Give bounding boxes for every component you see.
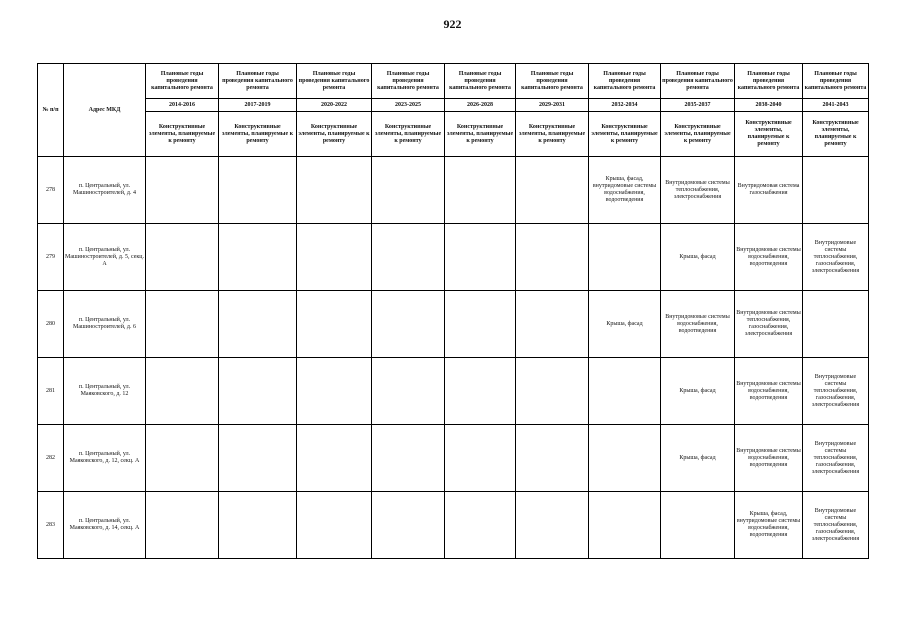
repair-cell: [803, 157, 869, 224]
elements-header: Конструктивные элементы, планируемые к ремонту: [589, 112, 661, 157]
repair-cell: [445, 291, 516, 358]
elements-header: Конструктивные элементы, планируемые к ремонту: [516, 112, 589, 157]
repair-cell: [445, 157, 516, 224]
repair-cell: Внутридомовые системы теплоснабжения, газоснабжения, электроснабжения: [803, 425, 869, 492]
period-header: Плановые годы проведения капитального ремонта: [372, 64, 445, 99]
row-address: п. Центральный, ул. Маяковского, д. 12: [64, 358, 146, 425]
repair-cell: [516, 425, 589, 492]
year-range-header: 2023-2025: [372, 99, 445, 112]
row-number: 279: [38, 224, 64, 291]
repair-cell: [146, 358, 219, 425]
repair-cell: Крыша, фасад: [661, 358, 735, 425]
repair-cell: [372, 291, 445, 358]
period-header: Плановые годы проведения капитального ремонта: [516, 64, 589, 99]
repair-cell: [589, 425, 661, 492]
repair-cell: [445, 358, 516, 425]
repair-cell: Внутридомовые системы теплоснабжения, газоснабжения, электроснабжения: [803, 224, 869, 291]
table-row: [38, 492, 869, 559]
period-header: Плановые годы проведения капитального ремонта: [661, 64, 735, 99]
elements-header: Конструктивные элементы, планируемые к ремонту: [372, 112, 445, 157]
repair-cell: [297, 291, 372, 358]
repair-cell: [445, 425, 516, 492]
repair-cell: Крыша, фасад: [589, 291, 661, 358]
elements-header: Конструктивные элементы, планируемые к ремонту: [297, 112, 372, 157]
year-range-header: 2032-2034: [589, 99, 661, 112]
row-address: п. Центральный, ул. Машиностроителей, д. 4: [64, 157, 146, 224]
elements-header: Конструктивные элементы, планируемые к ремонту: [661, 112, 735, 157]
repair-cell: [297, 492, 372, 559]
row-address: п. Центральный, ул. Машиностроителей, д. 5, секц. А: [64, 224, 146, 291]
repair-cell: [516, 358, 589, 425]
year-range-header: 2014-2016: [146, 99, 219, 112]
repair-cell: [516, 157, 589, 224]
table-row: [38, 291, 869, 358]
repair-cell: Крыша, фасад: [661, 224, 735, 291]
elements-header: Конструктивные элементы, планируемые к ремонту: [219, 112, 297, 157]
repair-cell: [589, 358, 661, 425]
repair-cell: [297, 157, 372, 224]
row-address: п. Центральный, ул. Машиностроителей, д. 6: [64, 291, 146, 358]
period-header: Плановые годы проведения капитального ремонта: [146, 64, 219, 99]
elements-header: Конструктивные элементы, планируемые к ремонту: [445, 112, 516, 157]
period-header: Плановые годы проведения капитального ремонта: [589, 64, 661, 99]
row-number: 283: [38, 492, 64, 559]
repair-cell: [219, 492, 297, 559]
row-number: 281: [38, 358, 64, 425]
repair-cell: [372, 492, 445, 559]
repair-cell: Крыша, фасад, внутридомовые системы водоснабжения, водоотведения: [735, 492, 803, 559]
repair-cell: [445, 224, 516, 291]
repair-cell: [589, 492, 661, 559]
repair-cell: Внутридомовые системы водоснабжения, водоотведения: [735, 224, 803, 291]
period-header: Плановые годы проведения капитального ремонта: [219, 64, 297, 99]
year-range-header: 2038-2040: [735, 99, 803, 112]
table-row: [38, 358, 869, 425]
year-range-header: 2026-2028: [445, 99, 516, 112]
row-address: п. Центральный, ул. Маяковского, д. 12, секц. А: [64, 425, 146, 492]
repair-cell: Крыша, фасад, внутридомовые системы водоснабжения, водоотведения: [589, 157, 661, 224]
repair-cell: [445, 492, 516, 559]
repair-cell: [372, 358, 445, 425]
repair-cell: [219, 157, 297, 224]
repair-cell: [803, 291, 869, 358]
repair-cell: [516, 291, 589, 358]
elements-header: Конструктивные элементы, планируемые к ремонту: [735, 112, 803, 157]
repair-cell: [516, 224, 589, 291]
repair-cell: Внутридомовая система газоснабжения: [735, 157, 803, 224]
repair-cell: [146, 224, 219, 291]
page-number: 922: [443, 17, 462, 31]
row-address: п. Центральный, ул. Маяковского, д. 14, секц. А: [64, 492, 146, 559]
repair-cell: Внутридомовые системы водоснабжения, водоотведения: [735, 425, 803, 492]
repair-cell: [297, 425, 372, 492]
period-header: Плановые годы проведения капитального ремонта: [297, 64, 372, 99]
repair-cell: Крыша, фасад: [661, 425, 735, 492]
repair-cell: Внутридомовые системы водоснабжения, водоотведения: [735, 358, 803, 425]
repair-cell: [219, 358, 297, 425]
repair-cell: [661, 492, 735, 559]
capital-repair-table: [37, 63, 869, 559]
row-number: 280: [38, 291, 64, 358]
repair-cell: [146, 425, 219, 492]
repair-cell: [297, 358, 372, 425]
table-row: [38, 157, 869, 224]
period-header: Плановые годы проведения капитального ремонта: [803, 64, 869, 99]
repair-cell: [297, 224, 372, 291]
repair-cell: [219, 425, 297, 492]
table-row: [38, 425, 869, 492]
year-range-header: 2029-2031: [516, 99, 589, 112]
year-range-header: 2041-2043: [803, 99, 869, 112]
repair-cell: [146, 492, 219, 559]
period-header: Плановые годы проведения капитального ремонта: [735, 64, 803, 99]
row-number: 282: [38, 425, 64, 492]
table-row: [38, 224, 869, 291]
repair-cell: [219, 291, 297, 358]
repair-cell: [146, 291, 219, 358]
repair-cell: Внутридомовые системы водоснабжения, водоотведения: [661, 291, 735, 358]
num-header: № п/п: [38, 64, 64, 157]
elements-header: Конструктивные элементы, планируемые к ремонту: [803, 112, 869, 157]
repair-cell: [589, 224, 661, 291]
year-range-header: 2020-2022: [297, 99, 372, 112]
repair-cell: [372, 224, 445, 291]
repair-cell: Внутридомовые системы теплоснабжения, электроснабжения: [661, 157, 735, 224]
repair-cell: Внутридомовые системы теплоснабжения, газоснабжения, электроснабжения: [735, 291, 803, 358]
year-range-header: 2017-2019: [219, 99, 297, 112]
repair-cell: [219, 224, 297, 291]
repair-cell: [146, 157, 219, 224]
period-header: Плановые годы проведения капитального ремонта: [445, 64, 516, 99]
repair-cell: [372, 425, 445, 492]
repair-cell: [372, 157, 445, 224]
repair-cell: [516, 492, 589, 559]
row-number: 278: [38, 157, 64, 224]
year-range-header: 2035-2037: [661, 99, 735, 112]
elements-header: Конструктивные элементы, планируемые к ремонту: [146, 112, 219, 157]
repair-cell: Внутридомовые системы теплоснабжения, газоснабжения, электроснабжения: [803, 492, 869, 559]
repair-cell: Внутридомовые системы теплоснабжения, газоснабжения, электроснабжения: [803, 358, 869, 425]
address-header: Адрес МКД: [64, 64, 146, 157]
